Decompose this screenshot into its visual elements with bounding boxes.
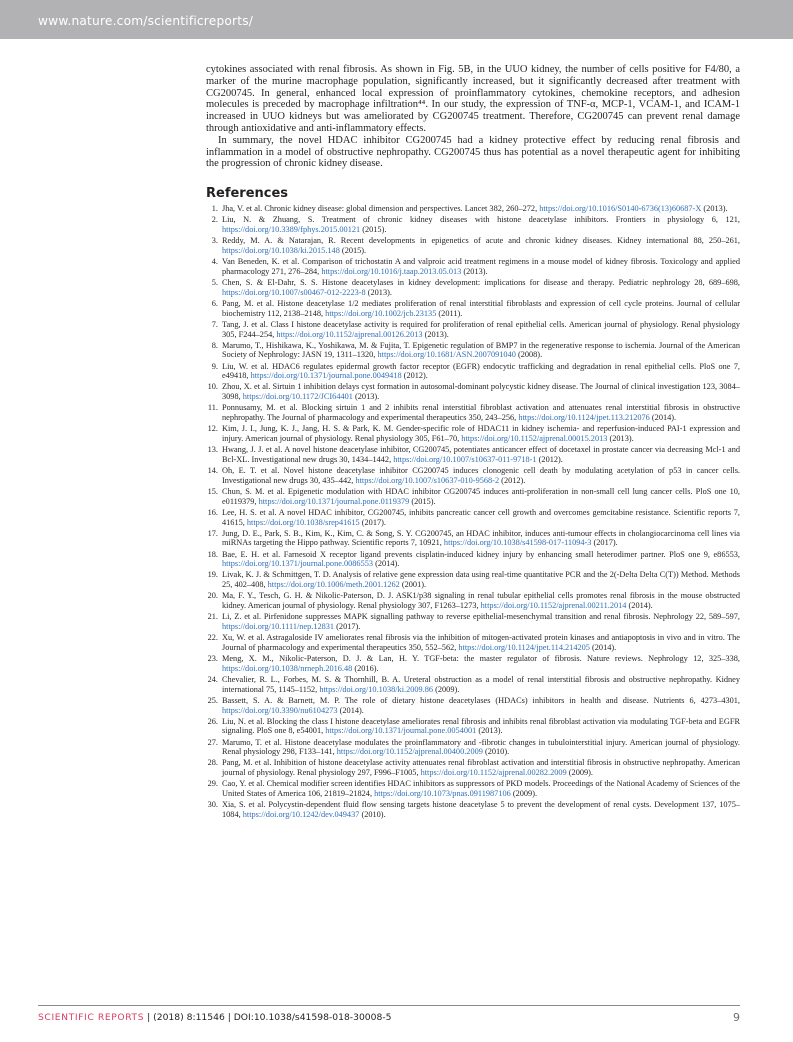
reference-text: Jung, D. E., Park, S. B., Kim, K., Kim, C. & Song, S. Y. CG200745, an HDAC inhibitor, induces anti-tumour effects in cholangiocarcinoma cell lines via miRNAs targeting the Hippo pathway. Scientific reports 7, 10921, (222, 528, 740, 548)
reference-text: Marumo, T. et al. Histone deacetylase modulates the proinflammatory and -fibrotic changes in tubulointerstitial injury. American journal of physiology. Renal physiology 298, F133–141, (222, 737, 740, 757)
reference-number: 12. (207, 424, 218, 434)
reference-year: (2012). (536, 454, 563, 464)
reference-number: 30. (207, 800, 218, 810)
reference-doi-link[interactable]: https://doi.org/10.1152/ajprenal.00211.2014 (480, 601, 627, 611)
reference-doi-link[interactable]: https://doi.org/10.1016/S0140-6736(13)60687-X (539, 204, 702, 214)
reference-year: (2010). (482, 747, 510, 757)
reference-number: 27. (207, 737, 218, 747)
reference-text: Livak, K. J. & Schmittgen, T. D. Analysis of relative gene expression data using real-time quantitative PCR and the 2(-Delta Delta C(T)) Method. Methods 25, 402–408, (222, 570, 740, 590)
reference-item (206, 299, 740, 319)
reference-doi-link[interactable]: https://doi.org/10.1007/s00467-012-2223-8 (222, 287, 366, 297)
reference-item (206, 257, 740, 277)
page-footer (38, 1012, 740, 1023)
reference-doi-link[interactable]: https://doi.org/10.1371/journal.pone.0086553 (222, 559, 374, 569)
reference-item (206, 612, 740, 632)
reference-text: Xia, S. et al. Polycystin-dependent fluid flow sensing targets histone deacetylase 5 to prevent the development of renal cysts. Development 137, 1075–1084, (222, 800, 740, 819)
reference-year: (2017). (591, 538, 618, 548)
reference-number: 18. (207, 549, 218, 559)
reference-number: 9. (211, 361, 218, 371)
footer-citation: | (2018) 8:11546 | DOI:10.1038/s41598-018-30008-5 (144, 1012, 392, 1023)
reference-year: (2014). (649, 413, 677, 423)
header-bar (0, 0, 793, 39)
reference-number: 22. (207, 633, 218, 643)
reference-text: Hwang, J. J. et al. A novel histone deacetylase inhibitor, CG200745, potentiates anticancer effect of docetaxel in prostate cancer via decreasing Mcl-1 and Bcl-XL. Investigational new drugs 30, 1434–1442, (222, 445, 740, 464)
reference-year: (2011). (436, 308, 463, 318)
reference-item (206, 382, 740, 402)
reference-number: 11. (207, 403, 218, 413)
reference-number: 25. (207, 695, 218, 705)
reference-year: (2009). (433, 684, 460, 694)
reference-item (206, 403, 740, 423)
reference-doi-link[interactable]: https://doi.org/10.1152/ajprenal.00282.2009 (420, 768, 567, 778)
references-heading: References (206, 186, 289, 202)
reference-year: (2008). (515, 350, 543, 360)
page-number: 9 (733, 1011, 740, 1024)
reference-number: 14. (207, 466, 218, 475)
reference-text: Li, Z. et al. Pirfenidone suppresses MAPK signalling pathway to reverse epithelial-mesenchymal transition and renal fibrosis. Nephrology 22, 589–597, (222, 612, 740, 622)
reference-doi-link[interactable]: https://doi.org/10.1172/JCI64401 (242, 392, 353, 402)
reference-doi-link[interactable]: https://doi.org/10.1006/meth.2001.1262 (267, 580, 400, 590)
reference-year: (2015). (409, 496, 436, 506)
reference-doi-link[interactable]: https://doi.org/10.1681/ASN.2007091040 (377, 350, 516, 360)
reference-doi-link[interactable]: https://doi.org/10.1038/nrneph.2016.48 (222, 663, 353, 673)
reference-doi-link[interactable]: https://doi.org/10.1002/jcb.23135 (325, 308, 437, 318)
article-body (206, 64, 740, 821)
reference-item (206, 487, 740, 507)
reference-item (206, 341, 740, 361)
reference-year: (2015). (360, 225, 387, 235)
reference-year: (2014). (373, 559, 400, 569)
reference-item (206, 758, 740, 778)
reference-number: 19. (207, 570, 218, 580)
reference-doi-link[interactable]: https://doi.org/10.1124/jpet.114.214205 (458, 642, 590, 652)
reference-year: (2013). (352, 392, 380, 402)
reference-number: 23. (207, 654, 218, 664)
reference-number: 2. (211, 215, 218, 225)
reference-text: Liu, W. et al. HDAC6 regulates epidermal growth factor receptor (EGFR) endocytic trafficking and degradation in renal epithelial cells. PloS one 7, e49418, (222, 361, 740, 381)
reference-year: (2009). (510, 789, 538, 799)
reference-item (206, 550, 740, 570)
reference-number: 28. (207, 758, 218, 768)
reference-number: 1. (211, 204, 218, 214)
reference-text: Kim, J. I., Jung, K. J., Jang, H. S. & Park, K. M. Gender-specific role of HDAC11 in kidney ischemia- and reperfusion-induced PAI-1 expression and injury. American journal of physiology. Renal physiology 305, F61–70, (222, 424, 740, 443)
reference-number: 29. (207, 779, 218, 789)
reference-year: (2013). (422, 329, 449, 339)
reference-year: (2013). (607, 433, 634, 443)
reference-doi-link[interactable]: https://doi.org/10.1038/s41598-017-11094-3 (443, 538, 592, 548)
reference-number: 6. (211, 298, 218, 308)
reference-number: 7. (211, 319, 218, 329)
reference-text: Liu, N. et al. Blocking the class I histone deacetylase ameliorates renal fibrosis and inhibits renal fibroblast activation via modulating TGF-beta and EGFR signaling. PloS one 8, e54001, (222, 716, 740, 736)
reference-doi-link[interactable]: https://doi.org/10.1152/ajprenal.00015.2013 (461, 433, 608, 443)
reference-doi-link[interactable]: https://doi.org/10.1007/s10637-011-9718-1 (393, 454, 537, 464)
reference-doi-link[interactable]: https://doi.org/10.1016/j.taap.2013.05.013 (321, 266, 462, 276)
reference-item (206, 204, 740, 214)
reference-text: Jha, V. et al. Chronic kidney disease: global dimension and perspectives. Lancet 382, 260–272, (222, 204, 538, 214)
reference-item (206, 508, 740, 528)
reference-item (206, 800, 740, 820)
reference-text: Chun, S. M. et al. Epigenetic modulation with HDAC inhibitor CG200745 induces anti-proliferation in non-small cell lung cancer cells. PloS one 10, e0119379, (222, 486, 740, 506)
reference-year: (2013). (365, 287, 392, 297)
reference-year: (2013). (476, 726, 503, 736)
reference-text: Bae, E. H. et al. Farnesoid X receptor ligand prevents cisplatin-induced kidney injury by enhancing small heterodimer partner. PloS one 9, e86553, (222, 549, 740, 559)
reference-number: 5. (211, 277, 218, 287)
reference-item (206, 591, 740, 611)
reference-doi-link[interactable]: https://doi.org/10.1371/journal.pone.0049418 (250, 371, 402, 381)
reference-doi-link[interactable]: https://doi.org/10.1038/ki.2009.86 (319, 684, 434, 694)
reference-doi-link[interactable]: https://doi.org/10.3390/nu6104273 (222, 705, 338, 715)
reference-text: Chen, S. & El-Dahr, S. S. Histone deacetylases in kidney development: implications for disease and therapy. Pediatric nephrology 28, 689–698, (222, 277, 740, 287)
reference-text: Pang, M. et al. Inhibition of histone deacetylase activity attenuates renal fibroblast activation and interstitial fibrosis in obstructive nephropathy. American journal of physiology. Renal physiology 297, F996–F1005, (222, 758, 740, 778)
reference-text: Marumo, T., Hishikawa, K., Yoshikawa, M. & Fujita, T. Epigenetic regulation of BMP7 in the regenerative response to ischemia. Journal of the American Society of Nephrology: JASN 19, 1311–1320, (222, 340, 740, 360)
reference-number: 21. (207, 612, 218, 622)
reference-year: (2012). (401, 371, 428, 381)
reference-text: Oh, E. T. et al. Novel histone deacetylase inhibitor CG200745 induces clonogenic cell death by modulating acetylation of p53 in cancer cells. Investigational new drugs 30, 435–442, (222, 466, 740, 485)
reference-doi-link[interactable]: https://doi.org/10.1152/ajprenal.00126.2013 (276, 329, 423, 339)
reference-year: (2013). (701, 204, 728, 214)
reference-item (206, 654, 740, 674)
reference-doi-link[interactable]: https://doi.org/10.1242/dev.049437 (242, 810, 360, 819)
reference-text: Tang, J. et al. Class I histone deacetylase activity is required for proliferation of renal epithelial cells. American journal of physiology. Renal physiology 305, F244–254, (222, 319, 740, 339)
reference-item (206, 529, 740, 549)
reference-item (206, 320, 740, 340)
reference-year: (2009). (566, 768, 593, 778)
reference-text: Chevalier, R. L., Forbes, M. S. & Thornhill, B. A. Ureteral obstruction as a model of renal interstitial fibrosis and obstructive nephropathy. Kidney international 75, 1145–1152, (222, 674, 740, 694)
reference-year: (2017). (359, 517, 386, 527)
references-list (206, 204, 740, 820)
reference-number: 26. (207, 716, 218, 726)
reference-number: 17. (207, 528, 218, 538)
reference-year: (2015). (339, 245, 367, 255)
reference-doi-link[interactable]: https://doi.org/10.1007/s10637-010-9568-2 (355, 475, 500, 485)
reference-item (206, 215, 740, 235)
reference-doi-link[interactable]: https://doi.org/10.1371/journal.pone.0119379 (258, 496, 410, 506)
reference-text: Ma, F. Y., Tesch, G. H. & Nikolic-Paterson, D. J. ASK1/p38 signaling in renal tubular epithelial cells promotes renal fibrosis in the mouse obstructed kidney. American journal of physiology. Renal physiology 307, F1263–1273, (222, 591, 740, 611)
reference-year: (2012). (499, 475, 526, 485)
reference-text: Xu, W. et al. Astragaloside IV ameliorates renal fibrosis via the inhibition of mitogen-activated protein kinases and antiapoptosis in vivo and in vitro. The Journal of pharmacology and experimental therapeutics 350, 552–562, (222, 633, 740, 652)
reference-text: Zhou, X. et al. Sirtuin 1 inhibition delays cyst formation in autosomal-dominant polycystic kidney disease. The Journal of clinical investigation 123, 3084–3098, (222, 382, 740, 402)
site-url[interactable]: www.nature.com/scientificreports/ (38, 14, 254, 28)
reference-year: (2010). (359, 810, 386, 819)
reference-number: 20. (207, 591, 218, 601)
reference-year: (2014). (626, 601, 653, 611)
reference-doi-link[interactable]: https://doi.org/10.1111/nep.12831 (222, 621, 335, 631)
reference-text: Pang, M. et al. Histone deacetylase 1/2 mediates proliferation of renal interstitial fibroblasts and expression of cell cycle proteins. Journal of cellular biochemistry 112, 2138–2148, (222, 298, 740, 318)
reference-number: 24. (207, 674, 218, 684)
reference-doi-link[interactable]: https://doi.org/10.1124/jpet.113.212076 (518, 413, 650, 423)
reference-number: 13. (207, 445, 218, 455)
reference-item (206, 236, 740, 256)
reference-item (206, 570, 740, 590)
reference-text: Bassett, S. A. & Barnett, M. P. The role of dietary histone deacetylases (HDACs) inhibitors in health and disease. Nutrients 6, 4273–4301, (222, 695, 740, 705)
reference-year: (2001). (399, 580, 427, 590)
reference-doi-link[interactable]: https://doi.org/10.3389/fphys.2015.00121 (222, 225, 361, 235)
reference-doi-link[interactable]: https://doi.org/10.1038/srep41615 (246, 517, 360, 527)
reference-text: Lee, H. S. et al. A novel HDAC inhibitor, CG200745, inhibits pancreatic cancer cell growth and overcomes gemcitabine resistance. Scientific reports 7, 41615, (222, 507, 740, 527)
reference-text: Van Beneden, K. et al. Comparison of trichostatin A and valproic acid treatment regimens in a mouse model of kidney fibrosis. Toxicology and applied pharmacology 271, 276–284, (222, 257, 740, 276)
reference-item (206, 466, 740, 486)
reference-doi-link[interactable]: https://doi.org/10.1038/ki.2015.148 (222, 245, 340, 255)
reference-item (206, 738, 740, 758)
footer-divider (38, 1005, 740, 1006)
reference-year: (2014). (589, 642, 617, 652)
reference-text: Reddy, M. A. & Natarajan, R. Recent developments in epigenetics of acute and chronic kidney diseases. Kidney international 88, 250–261, (222, 236, 740, 246)
reference-number: 8. (211, 340, 218, 350)
reference-item (206, 278, 740, 298)
reference-year: (2016). (352, 663, 379, 673)
footer-journal-name: SCIENTIFIC REPORTS (38, 1012, 145, 1023)
reference-text: Ponnusamy, M. et al. Blocking sirtuin 1 and 2 inhibits renal interstitial fibroblast activation and attenuates renal interstitial fibrosis in obstructive nephropathy. The Journal of pharmacology and experimental therapeutics 350, 243–256, (222, 403, 740, 423)
reference-item (206, 362, 740, 382)
reference-number: 15. (207, 486, 218, 496)
reference-item (206, 424, 740, 444)
reference-number: 16. (207, 507, 218, 517)
reference-number: 3. (211, 236, 218, 246)
body-paragraph-2: In summary, the novel HDAC inhibitor CG200745 had a kidney protective effect by reducing renal fibrosis and inflammation in a model of obstructive nephropathy. CG200745 thus has potential as a novel therapeutic agent for inhibiting the progression of chronic kidney disease. (206, 134, 740, 170)
reference-item (206, 445, 740, 465)
reference-text: Meng, X. M., Nikolic-Paterson, D. J. & Lan, H. Y. TGF-beta: the master regulator of fibrosis. Nature reviews. Nephrology 12, 325–338, (222, 654, 740, 664)
reference-item (206, 675, 740, 695)
body-paragraph-1: cytokines associated with renal fibrosis. As shown in Fig. 5B, in the UUO kidney, the number of cells positive for F4/80, a marker of the murine macrophage population, significantly increased, but it significantly decreased after treatment with CG200745. In general, enhanced local expression of proinflammatory cytokines, chemokine receptors, and adhesion molecules is preceded by macrophage infiltration⁴⁴. In our study, the expression of TNF-α, MCP-1, VCAM-1, and ICAM-1 increased in UUO kidneys but was ameliorated by CG200745 treatment. Therefore, CG200745 can prevent renal damage through antioxidative and anti-inflammatory effects. (206, 64, 740, 134)
reference-item (206, 717, 740, 737)
reference-doi-link[interactable]: https://doi.org/10.1371/journal.pone.0054001 (325, 726, 477, 736)
reference-text: Liu, N. & Zhuang, S. Treatment of chronic kidney diseases with histone deacetylase inhibitors. Frontiers in physiology 6, 121, (222, 215, 740, 225)
reference-doi-link[interactable]: https://doi.org/10.1073/pnas.0911987106 (374, 789, 511, 799)
reference-number: 10. (207, 382, 218, 392)
reference-item (206, 779, 740, 799)
reference-year: (2017). (334, 621, 361, 631)
reference-number: 4. (211, 257, 218, 267)
reference-year: (2014). (337, 705, 364, 715)
reference-doi-link[interactable]: https://doi.org/10.1152/ajprenal.00400.2009 (336, 747, 483, 757)
reference-item (206, 696, 740, 716)
reference-item (206, 633, 740, 653)
reference-year: (2013). (461, 266, 488, 276)
reference-text: Cao, Y. et al. Chemical modifier screen identifies HDAC inhibitors as suppressors of PKD models. Proceedings of the National Academy of Sciences of the United States of America 106, 21819–21824, (222, 779, 740, 799)
